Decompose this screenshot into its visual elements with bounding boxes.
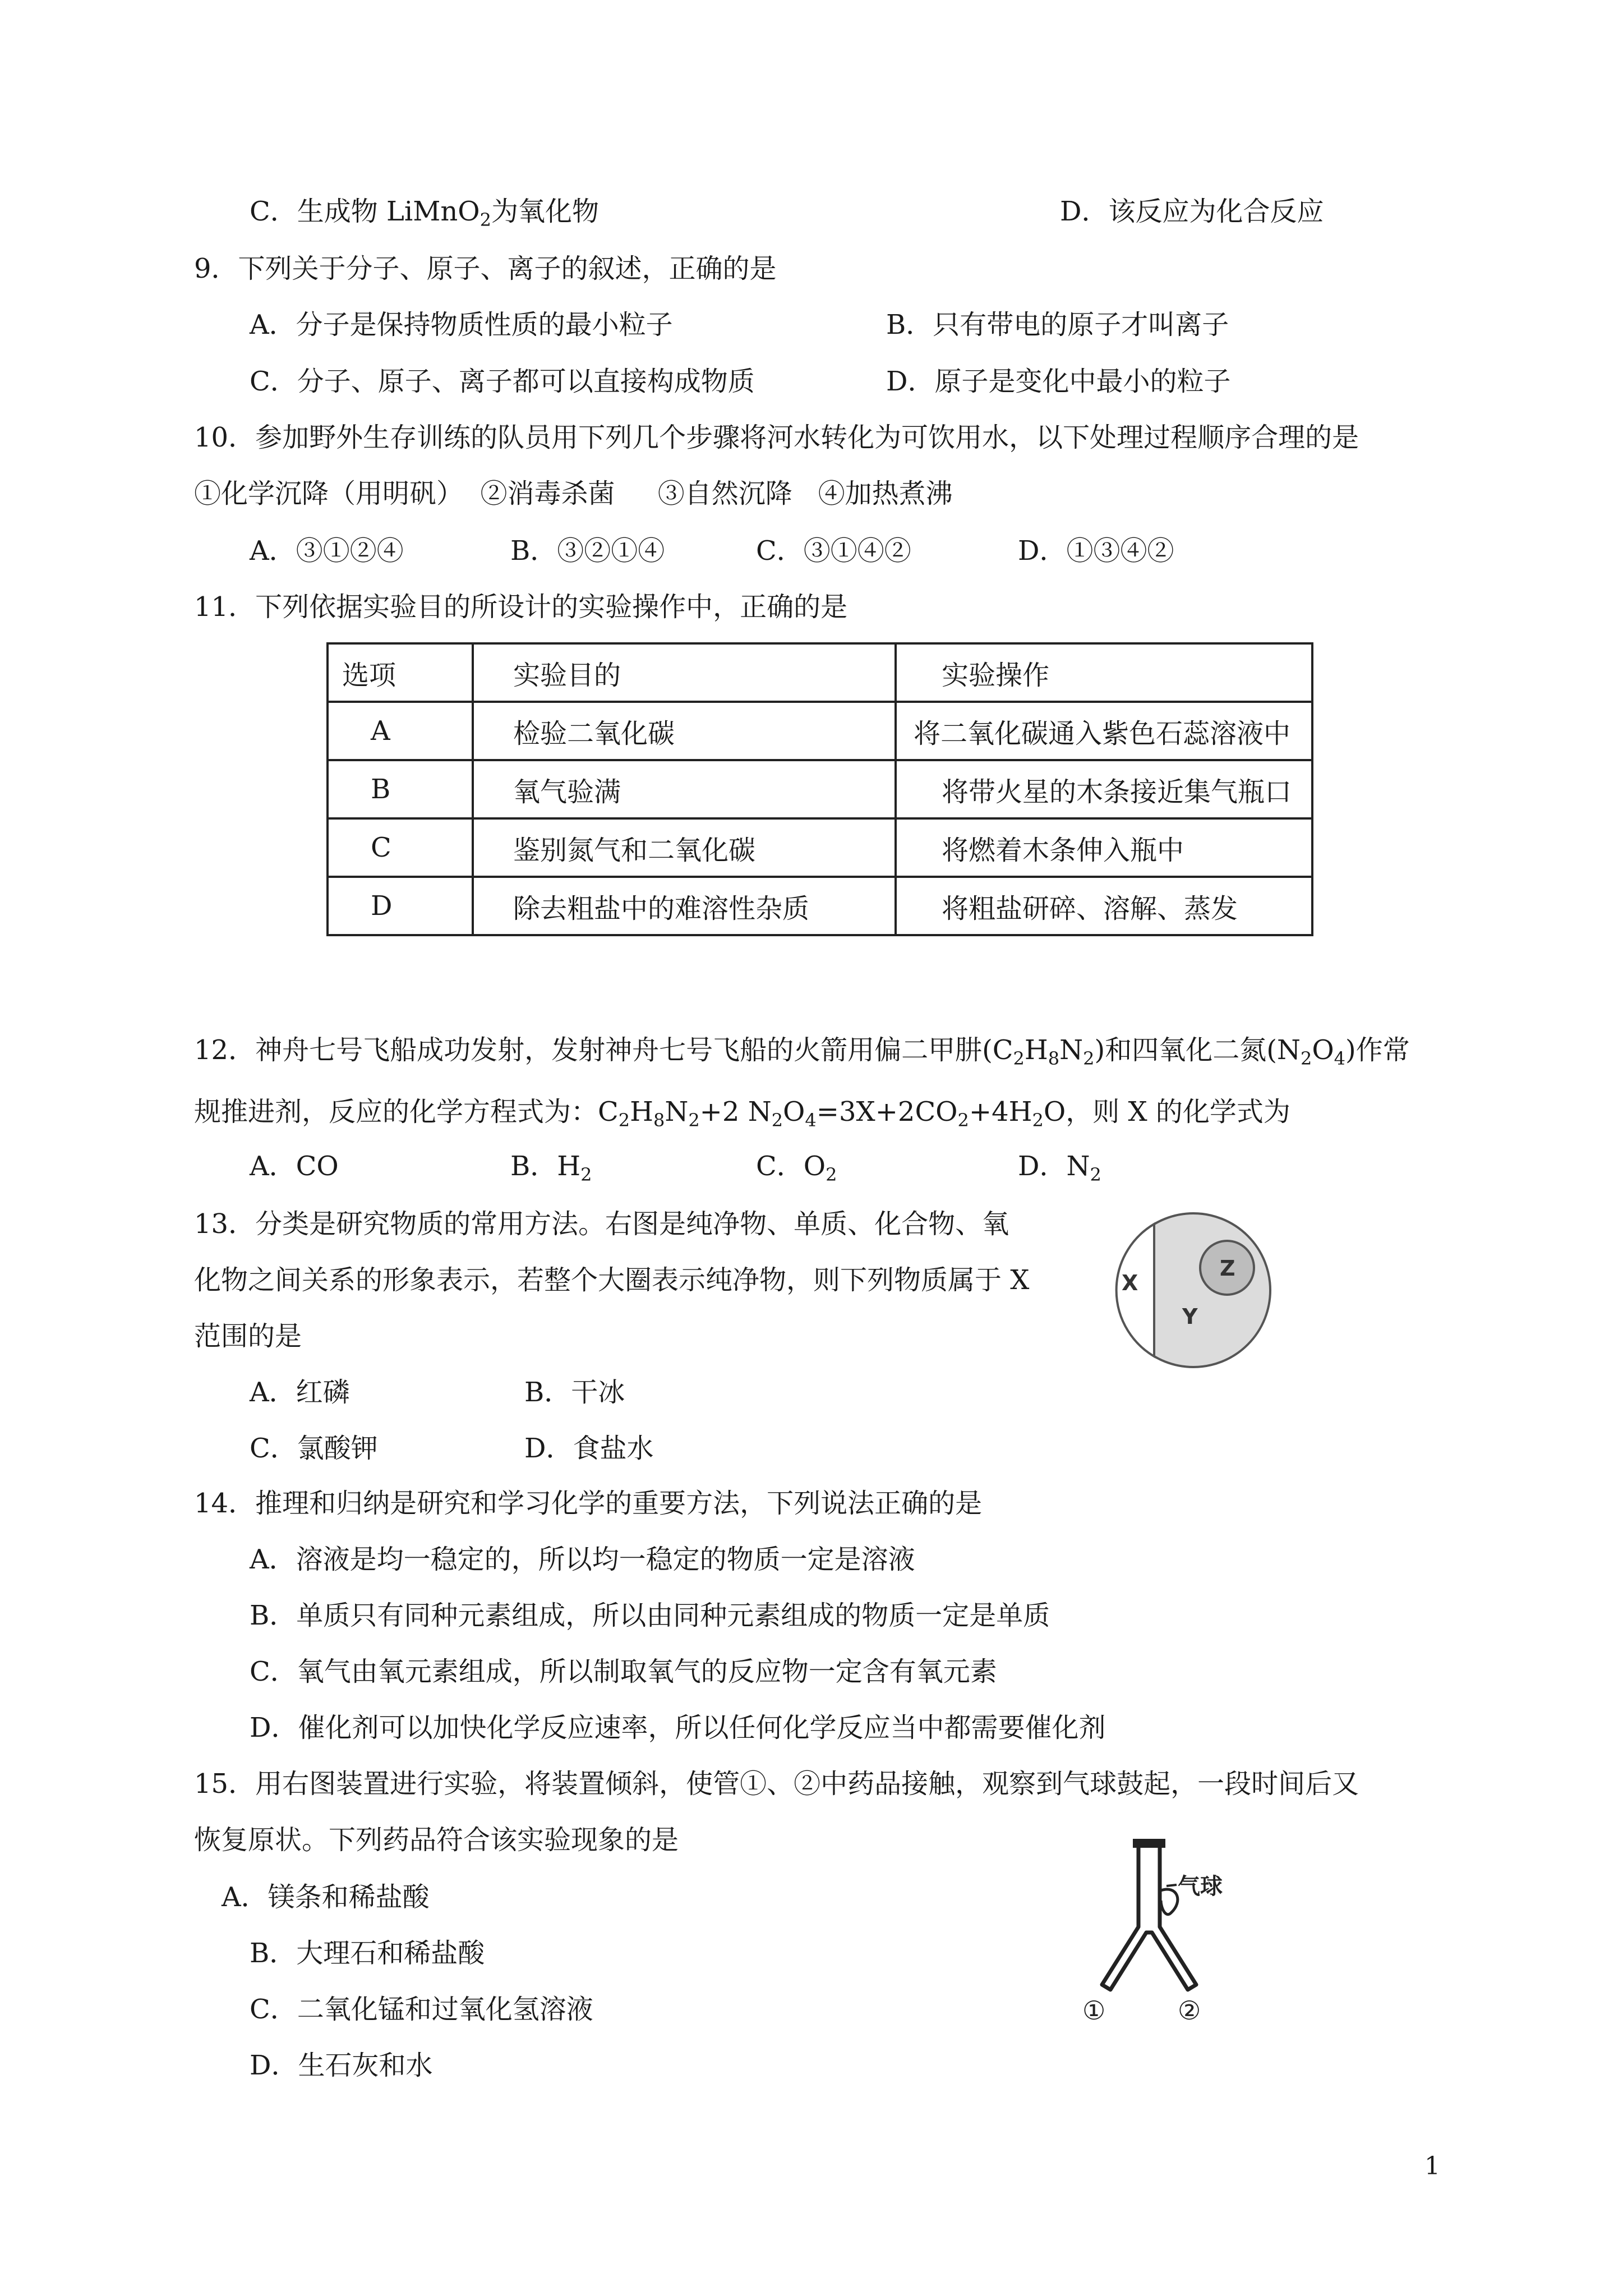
- table-row: [328, 877, 1312, 935]
- q12-stem-line1: 12．神舟七号飞船成功发射，发射神舟七号飞船的火箭用偏二甲肼$(C_2H_8N_2)$和四氧化二氮$(N_2O_4)$作常: [194, 1034, 1410, 1069]
- q9-option-c: C．分子、原子、离子都可以直接构成物质: [250, 366, 755, 397]
- q10-option-c: C．③①④②: [756, 535, 911, 567]
- q10-steps: ①化学沉降（用明矾） ②消毒杀菌 ③自然沉降 ④加热煮沸: [194, 478, 953, 509]
- table-cell: 氧气验满: [473, 760, 896, 818]
- q11-stem: 11．下列依据实验目的所设计的实验操作中，正确的是: [194, 591, 848, 623]
- table-header-cell: 实验操作: [896, 643, 1312, 702]
- table-cell: C: [328, 818, 473, 877]
- table-cell: 将粗盐研碎、溶解、蒸发: [896, 877, 1312, 935]
- classification-diagram: [1110, 1206, 1279, 1374]
- table-row: [328, 818, 1312, 877]
- q10-option-b: B．③②①④: [510, 535, 665, 567]
- balloon-shape: [1161, 1889, 1178, 1915]
- q8-option-d: D．该反应为化合反应: [1060, 196, 1324, 227]
- q13-stem-line2: 化物之间关系的形象表示，若整个大圈表示纯净物，则下列物质属于 X: [194, 1264, 1030, 1296]
- tube-2-label: ②: [1178, 1995, 1201, 2025]
- q14-stem: 14．推理和归纳是研究和学习化学的重要方法，下列说法正确的是: [194, 1488, 983, 1519]
- label-y: Y: [1182, 1304, 1198, 1329]
- y-tube-apparatus: [1077, 1834, 1256, 2025]
- q13-option-a: A．红磷: [250, 1377, 350, 1408]
- table-header-row: [328, 643, 1312, 702]
- q13-option-d: D．食盐水: [524, 1433, 654, 1464]
- q9-stem: 9．下列关于分子、原子、离子的叙述，正确的是: [194, 253, 777, 284]
- y-tube-outline: [1102, 1848, 1196, 1990]
- q10-option-d: D．①③④②: [1018, 535, 1174, 567]
- table-cell: B: [328, 760, 473, 818]
- q13-option-b: B．干冰: [524, 1377, 625, 1408]
- q14-option-c: C．氧气由氧元素组成，所以制取氧气的反应物一定含有氧元素: [250, 1656, 997, 1687]
- q14-option-d: D．催化剂可以加快化学反应速率，所以任何化学反应当中都需要催化剂: [250, 1712, 1106, 1743]
- table-cell: 检验二氧化碳: [473, 702, 896, 760]
- table-cell: 将燃着木条伸入瓶中: [896, 818, 1312, 877]
- table-cell: A: [328, 702, 473, 760]
- table-header-cell: 选项: [328, 643, 473, 702]
- q15-option-a: A．镁条和稀盐酸: [222, 1881, 430, 1913]
- experiment-table: [326, 642, 1313, 936]
- table-cell: D: [328, 877, 473, 935]
- q15-option-b: B．大理石和稀盐酸: [250, 1938, 485, 1969]
- tube-1-label: ①: [1082, 1995, 1106, 2025]
- q12-option-d: D．$N_2$: [1018, 1151, 1101, 1185]
- q12-option-c: C．$O_2$: [756, 1151, 837, 1185]
- q10-stem: 10．参加野外生存训练的队员用下列几个步骤将河水转化为可饮用水，以下处理过程顺序合理的是: [194, 422, 1359, 453]
- q13-stem-line3: 范围的是: [194, 1320, 302, 1352]
- q15-stem-line1: 15．用右图装置进行实验，将装置倾斜，使管①、②中药品接触，观察到气球鼓起，一段时间后又: [194, 1768, 1359, 1800]
- q12-stem-line2: 规推进剂，反应的化学方程式为：$C_2H_8N_2+2$ $N_2O_4=3X+2CO_2+4H_2O$，则 X 的化学式为: [194, 1096, 1290, 1131]
- q9-option-d: D．原子是变化中最小的粒子: [886, 366, 1231, 397]
- q15-option-c: C．二氧化锰和过氧化氢溶液: [250, 1994, 593, 2025]
- table-header-cell: 实验目的: [473, 643, 896, 702]
- q8-option-c: C．生成物 LiMnO$_2$为氧化物: [250, 196, 600, 231]
- balloon-label: 气球: [1178, 1874, 1223, 1899]
- q13-option-c: C．氯酸钾: [250, 1433, 378, 1464]
- label-z: Z: [1220, 1256, 1235, 1281]
- q15-option-d: D．生石灰和水: [250, 2050, 433, 2081]
- q12-option-b: B．$H_2$: [510, 1151, 592, 1185]
- stopper: [1133, 1839, 1165, 1848]
- table-cell: 鉴别氮气和二氧化碳: [473, 818, 896, 877]
- q12-option-a: A．CO: [250, 1151, 339, 1182]
- table-cell: 将带火星的木条接近集气瓶口: [896, 760, 1312, 818]
- q9-option-b: B．只有带电的原子才叫离子: [886, 309, 1229, 341]
- q14-option-b: B．单质只有同种元素组成，所以由同种元素组成的物质一定是单质: [250, 1600, 1050, 1631]
- page-number: 1: [1424, 2152, 1440, 2180]
- table-row: [328, 760, 1312, 818]
- q15-stem-line2: 恢复原状。下列药品符合该实验现象的是: [194, 1824, 679, 1856]
- label-x: X: [1122, 1271, 1138, 1295]
- table-cell: 除去粗盐中的难溶性杂质: [473, 877, 896, 935]
- table-row: [328, 702, 1312, 760]
- q14-option-a: A．溶液是均一稳定的，所以均一稳定的物质一定是溶液: [250, 1544, 915, 1575]
- table-cell: 将二氧化碳通入紫色石蕊溶液中: [896, 702, 1312, 760]
- q9-option-a: A．分子是保持物质性质的最小粒子: [250, 309, 673, 341]
- q13-stem-line1: 13．分类是研究物质的常用方法。右图是纯净物、单质、化合物、氧: [194, 1208, 1009, 1240]
- q10-option-a: A．③①②④: [250, 535, 404, 567]
